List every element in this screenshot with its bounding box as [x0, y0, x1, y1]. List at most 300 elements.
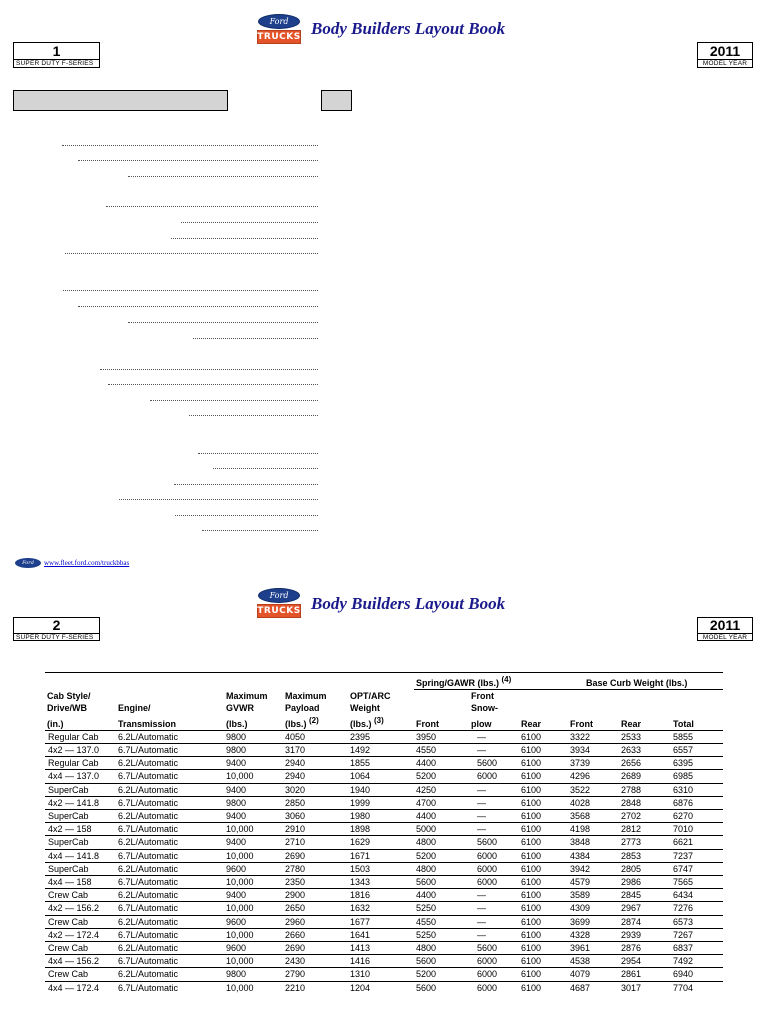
- table-row: [45, 902, 723, 915]
- cell-gvwr: 9800: [224, 796, 283, 809]
- cell-spring-rear: 6100: [519, 902, 568, 915]
- cell-curb-total: 6270: [671, 810, 723, 823]
- table-row: [45, 810, 723, 823]
- cell-cab-style: Crew Cab: [45, 968, 116, 981]
- toc-leader: [78, 160, 318, 161]
- model-year-label: MODEL YEAR: [698, 633, 752, 641]
- cell-curb-total: 6434: [671, 889, 723, 902]
- table-row: [45, 862, 723, 875]
- cell-spring-rear: 6100: [519, 730, 568, 743]
- cell-payload: 2940: [283, 757, 348, 770]
- header-snowplow-line1: Front: [471, 691, 494, 702]
- cell-engine: 6.7L/Automatic: [116, 876, 224, 889]
- cell-gvwr: 10,000: [224, 955, 283, 968]
- header-curb-front: Front: [570, 718, 593, 729]
- cell-cab-style: SuperCab: [45, 862, 116, 875]
- cell-payload: 2430: [283, 955, 348, 968]
- table-row: [45, 823, 723, 836]
- cell-spring-front: 5200: [414, 968, 469, 981]
- cell-opt-weight: 2395: [348, 730, 414, 743]
- cell-curb-total: 5855: [671, 730, 723, 743]
- cell-curb-rear: 3017: [619, 981, 671, 994]
- cell-opt-weight: 1629: [348, 836, 414, 849]
- cell-engine: 6.2L/Automatic: [116, 810, 224, 823]
- cell-cab-style: 4x2 — 141.8: [45, 796, 116, 809]
- cell-curb-total: 6310: [671, 783, 723, 796]
- cell-curb-total: 6876: [671, 796, 723, 809]
- cell-curb-front: 3739: [568, 757, 619, 770]
- cell-curb-total: 6557: [671, 744, 723, 757]
- cell-curb-total: 7267: [671, 928, 723, 941]
- trucks-logo-label: TRUCKS: [257, 32, 301, 42]
- cell-gvwr: 10,000: [224, 876, 283, 889]
- cell-engine: 6.2L/Automatic: [116, 862, 224, 875]
- cell-spring-front: 4800: [414, 836, 469, 849]
- table-row: [45, 915, 723, 928]
- cell-curb-front: 3568: [568, 810, 619, 823]
- cell-curb-rear: 2689: [619, 770, 671, 783]
- cell-payload: 2660: [283, 928, 348, 941]
- footnote-2: (2): [309, 715, 319, 725]
- cell-spring-front: 5600: [414, 981, 469, 994]
- fleet-website-link[interactable]: www.fleet.ford.com/truckbbas: [44, 559, 130, 567]
- cell-curb-rear: 2874: [619, 915, 671, 928]
- header-opt-line2: Weight: [350, 703, 380, 714]
- cell-curb-rear: 2954: [619, 955, 671, 968]
- cell-payload: 3060: [283, 810, 348, 823]
- toc-leader: [63, 290, 318, 291]
- cell-spring-rear: 6100: [519, 836, 568, 849]
- cell-snowplow: —: [469, 928, 519, 941]
- cell-gvwr: 9800: [224, 744, 283, 757]
- table-row: [45, 968, 723, 981]
- page-ref-box: [321, 90, 352, 111]
- cell-spring-rear: 6100: [519, 862, 568, 875]
- cell-curb-front: 4328: [568, 928, 619, 941]
- cell-curb-rear: 2939: [619, 928, 671, 941]
- cell-cab-style: SuperCab: [45, 836, 116, 849]
- curb-weight-group-header: Base Curb Weight (lbs.): [568, 674, 723, 690]
- page-number-badge: [13, 42, 100, 68]
- cell-spring-rear: 6100: [519, 796, 568, 809]
- cell-opt-weight: 1416: [348, 955, 414, 968]
- cell-gvwr: 9400: [224, 810, 283, 823]
- cell-payload: 3170: [283, 744, 348, 757]
- cell-spring-front: 5200: [414, 849, 469, 862]
- cell-curb-total: 6747: [671, 862, 723, 875]
- cell-opt-weight: 1310: [348, 968, 414, 981]
- spring-gawr-group-header: [414, 674, 568, 690]
- cell-cab-style: Crew Cab: [45, 942, 116, 955]
- cell-engine: 6.7L/Automatic: [116, 902, 224, 915]
- cell-cab-style: 4x2 — 156.2: [45, 902, 116, 915]
- cell-curb-front: 4028: [568, 796, 619, 809]
- cell-payload: 2900: [283, 889, 348, 902]
- cell-spring-front: 4550: [414, 744, 469, 757]
- cell-opt-weight: 1677: [348, 915, 414, 928]
- page-number: 1: [52, 43, 61, 59]
- cell-curb-total: 7492: [671, 955, 723, 968]
- cell-cab-style: 4x2 — 158: [45, 823, 116, 836]
- header-curb-rear: Rear: [621, 718, 642, 729]
- cell-spring-rear: 6100: [519, 823, 568, 836]
- cell-curb-total: 7565: [671, 876, 723, 889]
- cell-snowplow: —: [469, 730, 519, 743]
- cell-curb-front: 3942: [568, 862, 619, 875]
- table-row: [45, 928, 723, 941]
- cell-engine: 6.2L/Automatic: [116, 915, 224, 928]
- cell-cab-style: Crew Cab: [45, 889, 116, 902]
- cell-snowplow: 6000: [469, 849, 519, 862]
- cell-opt-weight: 1999: [348, 796, 414, 809]
- cell-spring-rear: 6100: [519, 889, 568, 902]
- cell-payload: 2210: [283, 981, 348, 994]
- cell-cab-style: SuperCab: [45, 810, 116, 823]
- header-cab-line3: (in.): [47, 718, 64, 729]
- cell-engine: 6.7L/Automatic: [116, 796, 224, 809]
- cell-snowplow: —: [469, 796, 519, 809]
- cell-opt-weight: 1064: [348, 770, 414, 783]
- cell-spring-rear: 6100: [519, 928, 568, 941]
- cell-spring-front: 5600: [414, 955, 469, 968]
- cell-engine: 6.7L/Automatic: [116, 955, 224, 968]
- header-gvwr-line2: GVWR: [226, 703, 254, 714]
- toc-leader: [65, 253, 318, 254]
- cell-snowplow: —: [469, 783, 519, 796]
- cell-snowplow: 6000: [469, 968, 519, 981]
- series-label: SUPER DUTY F-SERIES: [14, 633, 99, 641]
- cell-cab-style: Crew Cab: [45, 915, 116, 928]
- cell-cab-style: 4x2 — 172.4: [45, 928, 116, 941]
- cell-payload: 2940: [283, 770, 348, 783]
- cell-curb-front: 3934: [568, 744, 619, 757]
- cell-engine: 6.2L/Automatic: [116, 942, 224, 955]
- table-row: [45, 757, 723, 770]
- cell-curb-rear: 2656: [619, 757, 671, 770]
- table-row: [45, 836, 723, 849]
- model-year-badge: [697, 42, 753, 68]
- cell-curb-total: 6940: [671, 968, 723, 981]
- toc-leader: [108, 384, 318, 385]
- cell-curb-rear: 2967: [619, 902, 671, 915]
- cell-curb-rear: 2853: [619, 849, 671, 862]
- cell-curb-rear: 2986: [619, 876, 671, 889]
- cell-engine: 6.2L/Automatic: [116, 757, 224, 770]
- cell-snowplow: 5600: [469, 757, 519, 770]
- cell-engine: 6.7L/Automatic: [116, 981, 224, 994]
- spring-gawr-label: Spring/GAWR (lbs.): [416, 678, 499, 688]
- cell-payload: 2690: [283, 849, 348, 862]
- table-row: [45, 770, 723, 783]
- cell-curb-front: 3699: [568, 915, 619, 928]
- toc-leader: [175, 515, 318, 516]
- cell-curb-rear: 2848: [619, 796, 671, 809]
- cell-spring-front: 4800: [414, 942, 469, 955]
- cell-opt-weight: 1980: [348, 810, 414, 823]
- ford-trucks-logo: [257, 588, 301, 618]
- cell-engine: 6.7L/Automatic: [116, 770, 224, 783]
- table-row: [45, 876, 723, 889]
- cell-snowplow: 6000: [469, 876, 519, 889]
- cell-curb-rear: 2533: [619, 730, 671, 743]
- cell-curb-front: 4579: [568, 876, 619, 889]
- cell-curb-front: 4079: [568, 968, 619, 981]
- cell-gvwr: 10,000: [224, 823, 283, 836]
- cell-engine: 6.2L/Automatic: [116, 889, 224, 902]
- cell-gvwr: 9800: [224, 730, 283, 743]
- cell-gvwr: 9400: [224, 783, 283, 796]
- cell-spring-front: 3950: [414, 730, 469, 743]
- cell-gvwr: 9600: [224, 915, 283, 928]
- cell-cab-style: Regular Cab: [45, 757, 116, 770]
- header-snowplow-line2: Snow-: [471, 703, 498, 714]
- model-year-label: MODEL YEAR: [698, 59, 752, 67]
- cell-spring-front: 5000: [414, 823, 469, 836]
- cell-spring-rear: 6100: [519, 770, 568, 783]
- cell-spring-rear: 6100: [519, 942, 568, 955]
- cell-engine: 6.7L/Automatic: [116, 849, 224, 862]
- ford-oval-small-logo: Ford: [15, 558, 41, 568]
- cell-spring-front: 4550: [414, 915, 469, 928]
- table-row: [45, 889, 723, 902]
- cell-payload: 2790: [283, 968, 348, 981]
- spec-table-body: [45, 730, 723, 994]
- ford-trucks-logo: [257, 14, 301, 44]
- cell-spring-front: 4400: [414, 889, 469, 902]
- cell-snowplow: 6000: [469, 981, 519, 994]
- table-row: [45, 849, 723, 862]
- cell-spring-rear: 6100: [519, 968, 568, 981]
- toc-leader: [100, 369, 318, 370]
- section-heading-bar: [13, 90, 228, 111]
- header-payload-unit: (lbs.): [285, 718, 307, 729]
- cell-snowplow: —: [469, 889, 519, 902]
- cell-curb-rear: 2633: [619, 744, 671, 757]
- cell-opt-weight: 1413: [348, 942, 414, 955]
- cell-gvwr: 9400: [224, 757, 283, 770]
- cell-engine: 6.2L/Automatic: [116, 730, 224, 743]
- model-year-badge: [697, 617, 753, 641]
- header-payload-line2: Payload: [285, 703, 320, 714]
- cell-engine: 6.7L/Automatic: [116, 744, 224, 757]
- cell-gvwr: 10,000: [224, 849, 283, 862]
- cell-spring-rear: 6100: [519, 876, 568, 889]
- cell-snowplow: —: [469, 810, 519, 823]
- table-row: [45, 981, 723, 994]
- cell-engine: 6.7L/Automatic: [116, 928, 224, 941]
- cell-gvwr: 10,000: [224, 928, 283, 941]
- toc-leader: [62, 145, 318, 146]
- header-payload-line1: Maximum: [285, 691, 327, 702]
- cell-curb-front: 3589: [568, 889, 619, 902]
- header-engine-line1: Engine/: [118, 703, 151, 714]
- header-opt-unit: (lbs.): [350, 718, 372, 729]
- toc-leader: [119, 499, 318, 500]
- cell-spring-front: 5250: [414, 928, 469, 941]
- cell-gvwr: 10,000: [224, 770, 283, 783]
- cell-opt-weight: 1632: [348, 902, 414, 915]
- model-year: 2011: [709, 617, 741, 633]
- header-payload-line3: [283, 715, 348, 731]
- cell-spring-rear: 6100: [519, 981, 568, 994]
- cell-spring-front: 5200: [414, 770, 469, 783]
- cell-cab-style: 4x4 — 141.8: [45, 849, 116, 862]
- ford-oval-logo: Ford: [258, 588, 300, 603]
- cell-engine: 6.2L/Automatic: [116, 836, 224, 849]
- cell-curb-total: 6837: [671, 942, 723, 955]
- table-row: [45, 744, 723, 757]
- cell-opt-weight: 1898: [348, 823, 414, 836]
- cell-curb-rear: 2788: [619, 783, 671, 796]
- header-cab-line2: Drive/WB: [47, 703, 88, 714]
- ford-oval-logo: Ford: [258, 14, 300, 29]
- header-opt-line1: OPT/ARC: [350, 691, 391, 702]
- cell-curb-total: 6573: [671, 915, 723, 928]
- page-footer: [15, 558, 129, 568]
- cell-curb-rear: 2812: [619, 823, 671, 836]
- cell-spring-front: 4700: [414, 796, 469, 809]
- trucks-logo-label: TRUCKS: [257, 606, 301, 616]
- cell-curb-rear: 2805: [619, 862, 671, 875]
- cell-opt-weight: 1641: [348, 928, 414, 941]
- cell-snowplow: 6000: [469, 862, 519, 875]
- cell-curb-total: 7010: [671, 823, 723, 836]
- cell-spring-rear: 6100: [519, 810, 568, 823]
- cell-gvwr: 9800: [224, 968, 283, 981]
- page-number-badge: [13, 617, 100, 641]
- cell-curb-rear: 2773: [619, 836, 671, 849]
- cell-cab-style: 4x2 — 137.0: [45, 744, 116, 757]
- cell-opt-weight: 1343: [348, 876, 414, 889]
- toc-leader: [174, 484, 318, 485]
- cell-opt-weight: 1816: [348, 889, 414, 902]
- cell-snowplow: —: [469, 744, 519, 757]
- cell-payload: 2650: [283, 902, 348, 915]
- cell-spring-front: 5250: [414, 902, 469, 915]
- cell-payload: 2350: [283, 876, 348, 889]
- cell-spring-rear: 6100: [519, 744, 568, 757]
- cell-spring-front: 4400: [414, 757, 469, 770]
- cell-engine: 6.7L/Automatic: [116, 823, 224, 836]
- header-opt-line3: [348, 715, 414, 731]
- cell-curb-total: 6985: [671, 770, 723, 783]
- toc-leader: [171, 238, 318, 239]
- cell-curb-total: 6621: [671, 836, 723, 849]
- header-gvwr-line3: (lbs.): [226, 718, 248, 729]
- cell-cab-style: 4x4 — 172.4: [45, 981, 116, 994]
- cell-curb-rear: 2876: [619, 942, 671, 955]
- table-top-rule: [45, 672, 723, 673]
- cell-payload: 2910: [283, 823, 348, 836]
- series-label: SUPER DUTY F-SERIES: [14, 59, 99, 67]
- toc-leader: [128, 176, 318, 177]
- toc-leader: [181, 222, 318, 223]
- cell-curb-total: 7237: [671, 849, 723, 862]
- cell-curb-rear: 2702: [619, 810, 671, 823]
- footnote-3: (3): [374, 715, 384, 725]
- page-title: Body Builders Layout Book: [311, 19, 506, 38]
- header-gvwr-line1: Maximum: [226, 691, 268, 702]
- table-row: [45, 783, 723, 796]
- cell-payload: 2690: [283, 942, 348, 955]
- cell-gvwr: 10,000: [224, 902, 283, 915]
- cell-engine: 6.2L/Automatic: [116, 783, 224, 796]
- cell-opt-weight: 1503: [348, 862, 414, 875]
- cell-cab-style: 4x4 — 156.2: [45, 955, 116, 968]
- cell-curb-rear: 2845: [619, 889, 671, 902]
- cell-spring-front: 5600: [414, 876, 469, 889]
- cell-curb-front: 4384: [568, 849, 619, 862]
- cell-cab-style: Regular Cab: [45, 730, 116, 743]
- cell-spring-rear: 6100: [519, 783, 568, 796]
- cell-snowplow: 5600: [469, 836, 519, 849]
- toc-leader: [106, 206, 318, 207]
- cell-curb-front: 4309: [568, 902, 619, 915]
- cell-curb-front: 3322: [568, 730, 619, 743]
- toc-leader: [189, 415, 318, 416]
- cell-curb-front: 4538: [568, 955, 619, 968]
- footnote-4: (4): [501, 675, 512, 684]
- cell-cab-style: 4x4 — 158: [45, 876, 116, 889]
- cell-gvwr: 9600: [224, 942, 283, 955]
- cell-snowplow: 5600: [469, 942, 519, 955]
- cell-gvwr: 9400: [224, 836, 283, 849]
- spec-table: [45, 674, 723, 994]
- cell-spring-front: 4800: [414, 862, 469, 875]
- model-year: 2011: [709, 43, 741, 59]
- cell-curb-front: 4687: [568, 981, 619, 994]
- cell-cab-style: SuperCab: [45, 783, 116, 796]
- cell-curb-total: 6395: [671, 757, 723, 770]
- cell-opt-weight: 1855: [348, 757, 414, 770]
- toc-leader: [150, 400, 318, 401]
- cell-spring-rear: 6100: [519, 915, 568, 928]
- cell-gvwr: 9600: [224, 862, 283, 875]
- cell-payload: 2780: [283, 862, 348, 875]
- cell-curb-front: 3961: [568, 942, 619, 955]
- table-row: [45, 942, 723, 955]
- cell-payload: 3020: [283, 783, 348, 796]
- cell-cab-style: 4x4 — 137.0: [45, 770, 116, 783]
- header-engine-line2: Transmission: [118, 718, 177, 729]
- cell-snowplow: 6000: [469, 770, 519, 783]
- table-row: [45, 796, 723, 809]
- spec-table-wrapper: [45, 674, 723, 994]
- toc-leader: [202, 530, 318, 531]
- cell-snowplow: —: [469, 902, 519, 915]
- header-cab-line1: Cab Style/: [47, 691, 91, 702]
- header-curb-total: Total: [673, 718, 694, 729]
- page-title: Body Builders Layout Book: [311, 594, 506, 613]
- cell-curb-front: 4198: [568, 823, 619, 836]
- cell-opt-weight: 1204: [348, 981, 414, 994]
- header-spring-rear: Rear: [521, 718, 542, 729]
- header-spring-front: Front: [416, 718, 439, 729]
- toc-leader: [198, 453, 318, 454]
- toc-leader: [78, 306, 318, 307]
- cell-gvwr: 9400: [224, 889, 283, 902]
- cell-snowplow: 6000: [469, 955, 519, 968]
- cell-curb-front: 4296: [568, 770, 619, 783]
- cell-curb-total: 7704: [671, 981, 723, 994]
- cell-spring-front: 4250: [414, 783, 469, 796]
- cell-curb-total: 7276: [671, 902, 723, 915]
- cell-curb-front: 3522: [568, 783, 619, 796]
- table-row: [45, 955, 723, 968]
- cell-curb-front: 3848: [568, 836, 619, 849]
- toc-leader: [128, 322, 318, 323]
- cell-opt-weight: 1940: [348, 783, 414, 796]
